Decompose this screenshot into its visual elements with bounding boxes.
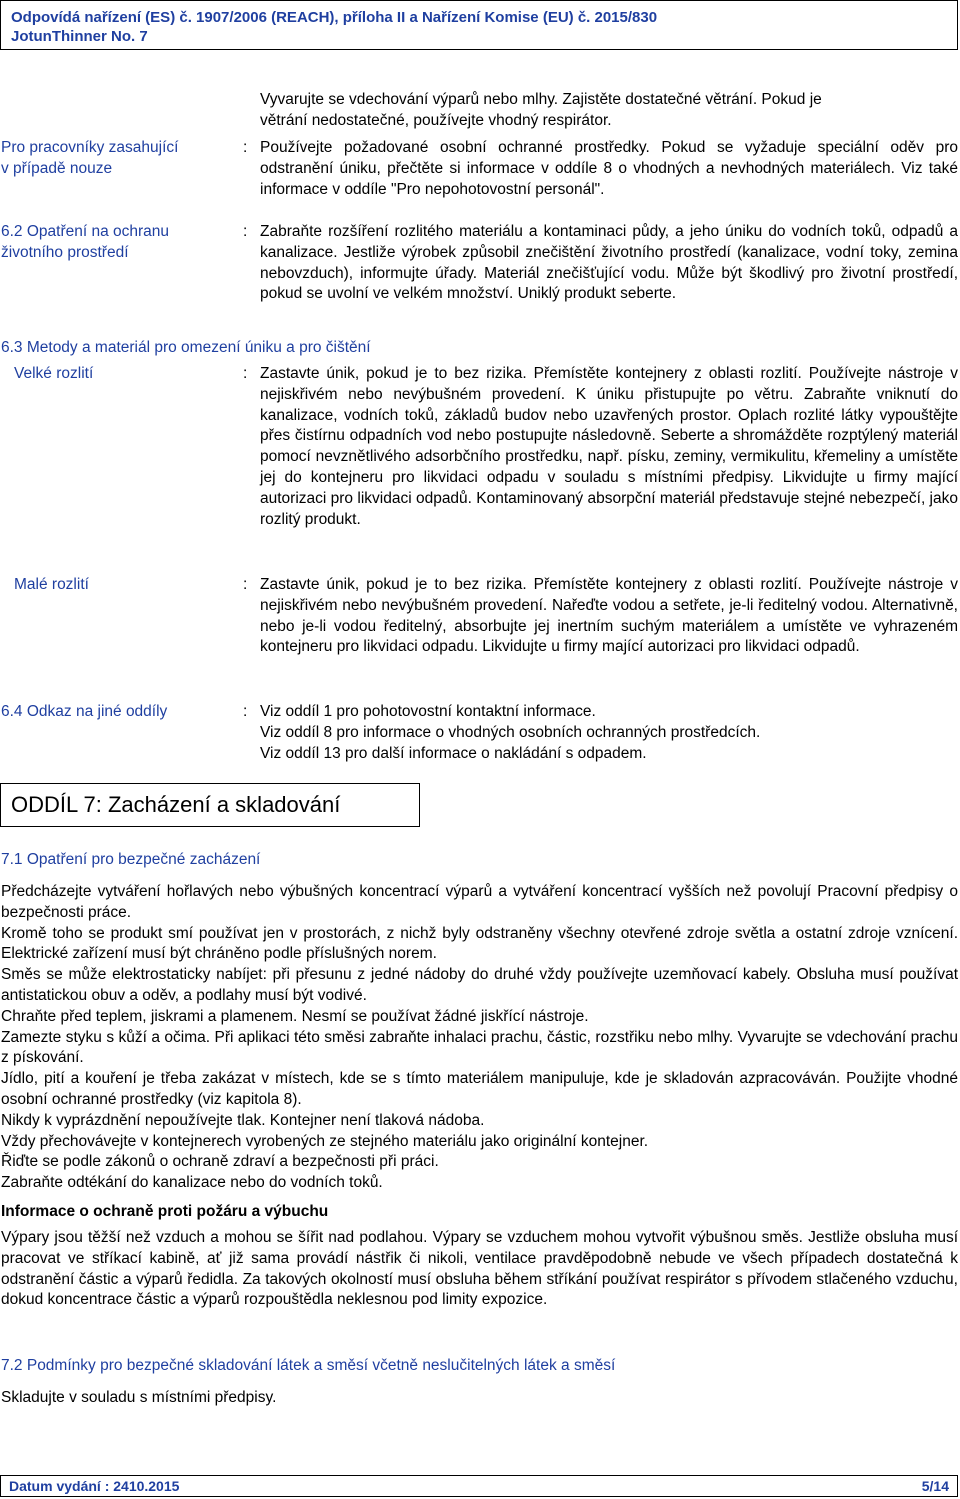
small-spill-label: Malé rozlití bbox=[14, 576, 89, 593]
page-header bbox=[0, 0, 958, 50]
issue-date: Datum vydání : 2410.2015 bbox=[9, 1478, 180, 1494]
small-spill-text: Zastavte únik, pokud je to bez rizika. Přemístěte kontejnery z oblasti rozlití. Používejte nástroje v nejiskřivém nebo nevýbušném provedení. Nařeďte vodou a setřete, je-li ředitelný vodou. Alternativně, nebo je-li vodou ředitelný, absorbujte jej inertním suchým materiálem a umístěte ve vyhrazeném kontejneru pro likvidaci odpadu. Likvidujte u firmy mající autorizaci pro likvidaci odpadů. bbox=[260, 576, 958, 656]
fire-text: Výpary jsou těžší než vzduch a mohou se šířit nad podlahou. Výpary se vzduchem mohou vytvořit výbušnou směs. Jestliže obsluha musí pracovat ve stříkací kabině, ať již sama provádí nástřik či nikoli, ventilace pravděpodobně nebude ve všech případech dostatečná k odstranění částic a výparů ředidla. Za takových okolností musí obsluha během stříkání používat respirátor s přívodem stlačeného vzduchu, dokud koncentrace částic a výparů rozpouštědla neklesnou pod limity expozice. bbox=[1, 1229, 958, 1309]
s71-heading: 7.1 Opatření pro bezpečné zacházení bbox=[1, 851, 261, 868]
s71-para-4: Chraňte před teplem, jiskrami a plamenem. Nesmí se používat žádné jiskřící nástroje. bbox=[1, 1007, 589, 1025]
s64-text bbox=[260, 702, 958, 764]
s71-para-3: Směs se může elektrostaticky nabíjet: při přesunu z jedné nádoby do druhé vždy používejte uzemňovací kabely. Obsluha musí používat antistatickou obuv a oděv, a podlahy musí být vodivé. bbox=[1, 966, 958, 1004]
large-spill-colon: : bbox=[243, 365, 248, 382]
s71-paragraphs bbox=[1, 882, 958, 1194]
emergency-label-line-2: v případě nouze bbox=[1, 159, 113, 177]
s72-heading: 7.2 Podmínky pro bezpečné skladování látek a směsí včetně neslučitelných látek a směsí bbox=[1, 1357, 616, 1374]
s71-para-8: Vždy přechovávejte v kontejnerech vyrobených ze stejného materiálu jako originální kontejner. bbox=[1, 1132, 649, 1150]
s64-label: 6.4 Odkaz na jiné oddíly bbox=[1, 703, 168, 720]
s62-label bbox=[1, 222, 241, 264]
s71-para-1: Předcházejte vytváření hořlavých nebo výbušných koncentrací výparů a vytváření koncentrací vyšších než povolují Pracovní předpisy o bezpečnosti práce. bbox=[1, 883, 958, 921]
s71-para-10: Zabraňte odtékání do kanalizace nebo do vodních toků. bbox=[1, 1174, 383, 1192]
ventilation-line-1: Vyvarujte se vdechování výparů nebo mlhy. Zajistěte dostatečné větrání. Pokud je bbox=[260, 91, 822, 108]
s72-text: Skladujte v souladu s místními předpisy. bbox=[1, 1389, 277, 1406]
s71-para-7: Nikdy k vyprázdnění nepoužívejte tlak. Kontejner není tlaková nádoba. bbox=[1, 1111, 485, 1129]
emergency-colon: : bbox=[243, 139, 248, 156]
page-footer bbox=[0, 1475, 958, 1497]
s71-para-9: Řiďte se podle zákonů o ochraně zdraví a bezpečnosti při práci. bbox=[1, 1153, 439, 1171]
emergency-text: Používejte požadované osobní ochranné prostředky. Pokud se vyžaduje speciální oděv pro odstranění úniku, přečtěte si informace v oddíle 8 o vhodných a nevhodných materiálech. Viz také informace v oddíle "Pro nepohotovostní personál". bbox=[260, 139, 958, 198]
s71-para-6: Jídlo, pití a kouření je třeba zakázat v místech, kde se s tímto materiálem manipuluje, kde je skladován azpracováván. Použijte vhodné osobní ochranné prostředky (viz kapitola 8). bbox=[1, 1070, 958, 1108]
fire-heading: Informace o ochraně proti požáru a výbuchu bbox=[1, 1203, 329, 1220]
s71-para-2: Kromě toho se produkt smí používat jen v prostorách, z nichž byly odstraněny všechny otevřené zdroje světla a ostatní zdroje vznícení. Elektrické zařízení musí být chráněno podle příslušných norem. bbox=[1, 924, 958, 963]
s71-para-5: Zamezte styku s kůží a očima. Při aplikaci této směsi zabraňte inhalaci prachu, částic, rozstřiku nebo mlhy. Vyvarujte se vdechování prachu z pískování. bbox=[1, 1028, 958, 1067]
section-7-title: ODDÍL 7: Zacházení a skladování bbox=[0, 783, 420, 827]
s62-text: Zabraňte rozšíření rozlitého materiálu a kontaminaci půdy, a jeho úniku do vodních toků, odpadů a kanalizace. Jestliže výrobek způsobil znečištění životního prostředí (kanalizace, vodní toky, zemina nebovzduch), informujte úřady. Materiál znečišťující vodu. Může být škodlivý pro životní prostředí, pokud se uvolní ve velkém množství. Uniklý produkt seberte. bbox=[260, 223, 958, 303]
ventilation-text bbox=[260, 90, 958, 132]
s64-colon: : bbox=[243, 703, 248, 720]
emergency-label-line-1: Pro pracovníky zasahující bbox=[1, 139, 179, 156]
page-number: 5/14 bbox=[921, 1478, 949, 1494]
large-spill-text: Zastavte únik, pokud je to bez rizika. Přemístěte kontejnery z oblasti rozlití. Používejte nástroje v nejiskřivém nebo nevýbušném provedení. K úniku přistupujte po větru. Zabraňte vniknutí do kanalizace, vodních toků, základů budov nebo uzavřených prostor. Oplach rozlité látky vypouštějte přes čistírnu odpadních vod nebo postupujte následovně. Seberte a shromážděte rozptýlený materiál pomocí nevznětlivého adsorbčního prostředku, např. písku, zeminy, vermikulitu, křemeliny a umístěte jej do kontejneru pro likvidaci odpadu v souladu s místními předpisy. Likvidujte u firmy mající autorizaci pro likvidaci odpadů. Kontaminovaný absorpční materiál představuje stejné nebezpečí, jako rozlitý produkt. bbox=[260, 365, 958, 528]
large-spill-label: Velké rozlití bbox=[14, 365, 94, 382]
s62-colon: : bbox=[243, 223, 248, 240]
s64-line-2: Viz oddíl 8 pro informace o vhodných osobních ochranných prostředcích. bbox=[260, 723, 761, 741]
small-spill-colon: : bbox=[243, 576, 248, 593]
regulation-title: Odpovídá nařízení (ES) č. 1907/2006 (REACH), příloha II a Nařízení Komise (EU) č. 2015/830 bbox=[11, 9, 658, 26]
s64-line-1: Viz oddíl 1 pro pohotovostní kontaktní informace. bbox=[260, 703, 596, 720]
emergency-label bbox=[1, 138, 241, 180]
s62-label-line-2: životního prostředí bbox=[1, 243, 129, 261]
ventilation-line-2: větrání nedostatečné, používejte vhodný respirátor. bbox=[260, 111, 612, 129]
s64-line-3: Viz oddíl 13 pro další informace o nakládání s odpadem. bbox=[260, 744, 647, 762]
product-name: JotunThinner No. 7 bbox=[11, 28, 148, 45]
s63-heading: 6.3 Metody a materiál pro omezení úniku a pro čištění bbox=[1, 339, 371, 356]
s62-label-line-1: 6.2 Opatření na ochranu bbox=[1, 223, 170, 240]
